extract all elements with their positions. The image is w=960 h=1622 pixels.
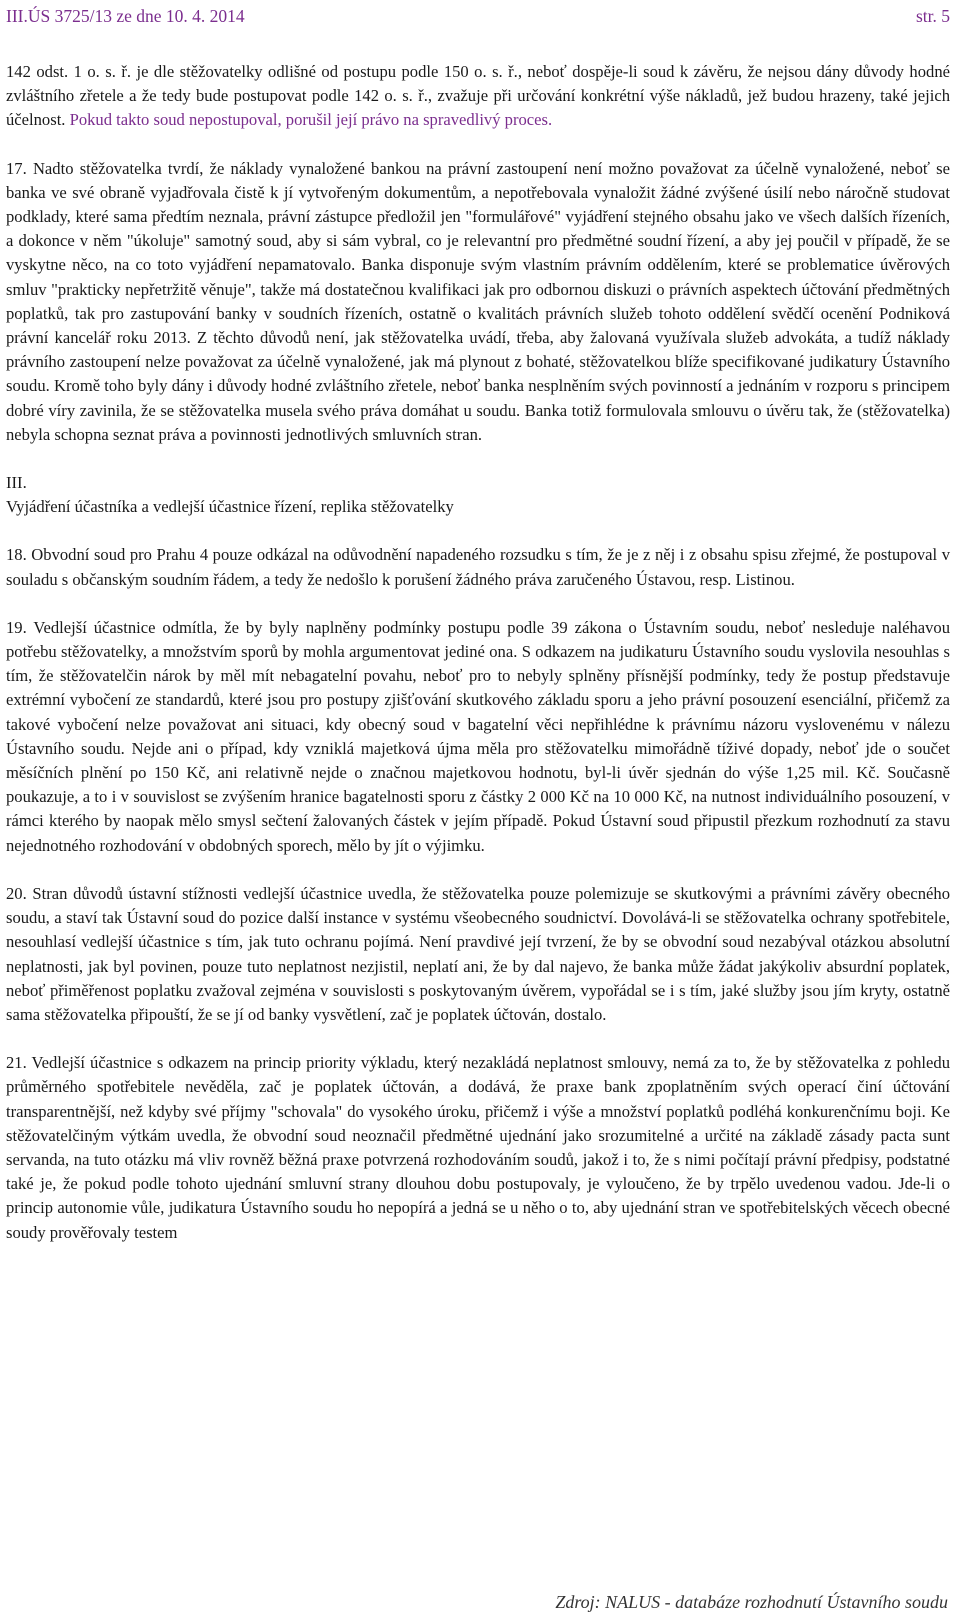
paragraph-continued-highlight: Pokud takto soud nepostupoval, porušil její právo na spravedlivý proces. bbox=[65, 110, 553, 130]
section-number: III. bbox=[6, 473, 27, 493]
page-header bbox=[6, 6, 950, 32]
paragraph-17: 17. Nadto stěžovatelka tvrdí, že náklady vynaložené bankou na právní zastoupení není možno považovat za účelně vynaložené, neboť se banka ve své obraně vyjadřovala čistě k jí vytvořeným dokumentům, a nepotřebovala vynaložit žádné zvýšené úsilí nebo náročně studovat podklady, které sama předtím neznala, právní zástupce předložil jen "formulářové" vyjádření stejného obsahu jako ve všech dalších řízeních, a dokonce v něm "úkoluje" samotný soud, aby si sám vybral, co je relevantní pro předmětné soudní řízení, a aby jej poučil v případě, že se vyskytne něco, na co toto vyjádření nepamatovalo. Banka disponuje svým vlastním právním oddělením, které se problematice úvěrových smluv "prakticky nepřetržitě věnuje", takže má dostatečnou kvalifikaci jak pro odbornou diskuzi o právních aspektech účtování předmětných poplatků, tak pro zastupování banky v soudních řízeních, ostatně o kvalitách právních služeb tohoto oddělení svědčí ocenění Podniková právní kancelář roku 2013. Z těchto důvodů není, jak stěžovatelka uvádí, třeba, aby žalovaná využívala služeb advokáta, a tudíž náklady právního zastoupení nelze považovat za účelně vynaložené, jak má plynout z bohaté, stěžovatelkou blíže specifikované judikatury Ústavního soudu. Kromě toho byly dány i důvody hodné zvláštního zřetele, neboť banka nesplněním svých povinností a jednáním v rozporu s principem dobré víry zavinila, že se stěžovatelka musela svého práva domáhat u soudu. Banka totiž formulovala smlouvu o úvěru tak, že (stěžovatelka) nebyla schopna seznat práva a povinnosti jednotlivých smluvních stran. bbox=[6, 158, 950, 444]
paragraph-20: 20. Stran důvodů ústavní stížnosti vedlejší účastnice uvedla, že stěžovatelka pouze polemizuje se skutkovými a právními závěry obecného soudu, a staví tak Ústavní soud do pozice další instance v systému všeobecného soudnictví. Dovolává-li se stěžovatelka ochrany spotřebitele, nesouhlasí vedlejší účastnice s tím, jak tuto ochranu pojímá. Není pravdivé její tvrzení, že by se obvodní soud nezabýval otázkou absolutní neplatnosti, jak byl povinen, pouze tuto neplatnost nezjistil, neplatí ani, že by dal najevo, že banka může žádat jakýkoliv absurdní poplatek, neboť přiměřenost poplatku zvažoval zejména v souvislosti s poskytovaným úvěrem, vypořádal se i s tím, jaké služby jsou jím kryty, ostatně sama stěžovatelka připouští, že se jí od banky vysvětlení, zač je poplatek účtován, dostalo. bbox=[6, 883, 950, 1024]
document-body bbox=[6, 60, 950, 1245]
paragraph-21: 21. Vedlejší účastnice s odkazem na princip priority výkladu, který nezakládá neplatnost smlouvy, nemá za to, že by stěžovatelka z pohledu průměrného spotřebitele nevěděla, zač je poplatek účtován, a dodává, že praxe bank zpoplatněním svých operací činí účtování transparentnější, než kdyby své příjmy "schovala" do vysokého úroku, přičemž i výše a množství poplatků podléhá konkurenčnímu boji. Ke stěžovatelčiným výtkám uvedla, že obvodní soud neoznačil předmětné ujednání jako srozumitelné a určité na základě zásady pacta sunt servanda, na tuto otázku má vliv rovněž běžná praxe potvrzená rozhodováním soudů, jakož i to, že s nimi počítají právní předpisy, podstatné také je, že pokud podle tohoto ujednání smluvní strany dlouhou dobu postupovaly, je vyloučeno, že by trpělo uvedenou vadou. Jde-li o princip autonomie vůle, judikatura Ústavního soudu ho nepopírá a jedná se u něho o to, aby ujednání stran ve spotřebitelských věcech obecné soudy prověřovaly testem bbox=[6, 1053, 950, 1242]
paragraph-19: 19. Vedlejší účastnice odmítla, že by byly naplněny podmínky postupu podle 39 zákona o Ústavním soudu, neboť nesleduje naléhavou potřebu stěžovatelky, a množstvím sporů by mohla argumentovat jediné ona. S odkazem na judikaturu Ústavního soudu vyslovila nesouhlas s tím, že stěžovatelčin nárok by měl mít nebagatelní povahu, neboť pro to nebyly splněny přísnější podmínky, tedy že postup představuje extrémní vybočení ze standardů, které jsou pro postupy zjišťování skutkového základu sporu a jeho právní posouzení esenciální, přičemž za takové vybočení nelze považovat ani situaci, kdy obecný soud v bagatelní věci nepřihlédne k právnímu názoru vyslovenému v nálezu Ústavního soudu. Nejde ani o případ, kdy vzniklá majetková újma měla pro stěžovatelku mimořádně tíživé dopady, neboť jde o součet měsíčních plnění po 150 Kč, ani relativně nejde o značnou majetkovou hodnotu, byl-li úvěr sjednán do výše 1,25 mil. Kč. Současně poukazuje, a to i v souvislost se zvýšením hranice bagatelnosti sporu z částky 2 000 Kč na 10 000 Kč, na nutnost individuálního posouzení, v rámci kterého by naopak mělo smysl sečtení žalovaných částek v jejím případě. Pokud Ústavní soud připustil přezkum rozhodnutí za stavu nejednotného rozhodování v obdobných sporech, mělo by jít o výjimku. bbox=[6, 617, 950, 855]
source-footer: Zdroj: NALUS - databáze rozhodnutí Ústavního soudu bbox=[555, 1592, 948, 1612]
section-title: Vyjádření účastníka a vedlejší účastnice řízení, replika stěžovatelky bbox=[6, 497, 454, 517]
paragraph-continued-text: 142 odst. 1 o. s. ř. je dle stěžovatelky odlišné od postupu podle 150 o. s. ř., neboť dospěje-li soud k závěru, že nejsou dány důvody hodné zvláštního zřetele a že tedy bude postupovat podle 142 o. s. ř., zvažuje při určování konkrétní výše nákladů, jež budou hrazeny, také jejich účelnost. bbox=[6, 62, 950, 130]
page-number: str. 5 bbox=[915, 6, 950, 26]
paragraph-18: 18. Obvodní soud pro Prahu 4 pouze odkázal na odůvodnění napadeného rozsudku s tím, že je z něj i z obsahu spisu zřejmé, že postupoval v souladu s občanským soudním řádem, a tedy že nedošlo k porušení žádného práva zaručeného Ústavou, resp. Listinou. bbox=[6, 545, 950, 589]
paragraph-continued bbox=[6, 60, 950, 133]
document-reference: III.ÚS 3725/13 ze dne 10. 4. 2014 bbox=[6, 6, 245, 26]
